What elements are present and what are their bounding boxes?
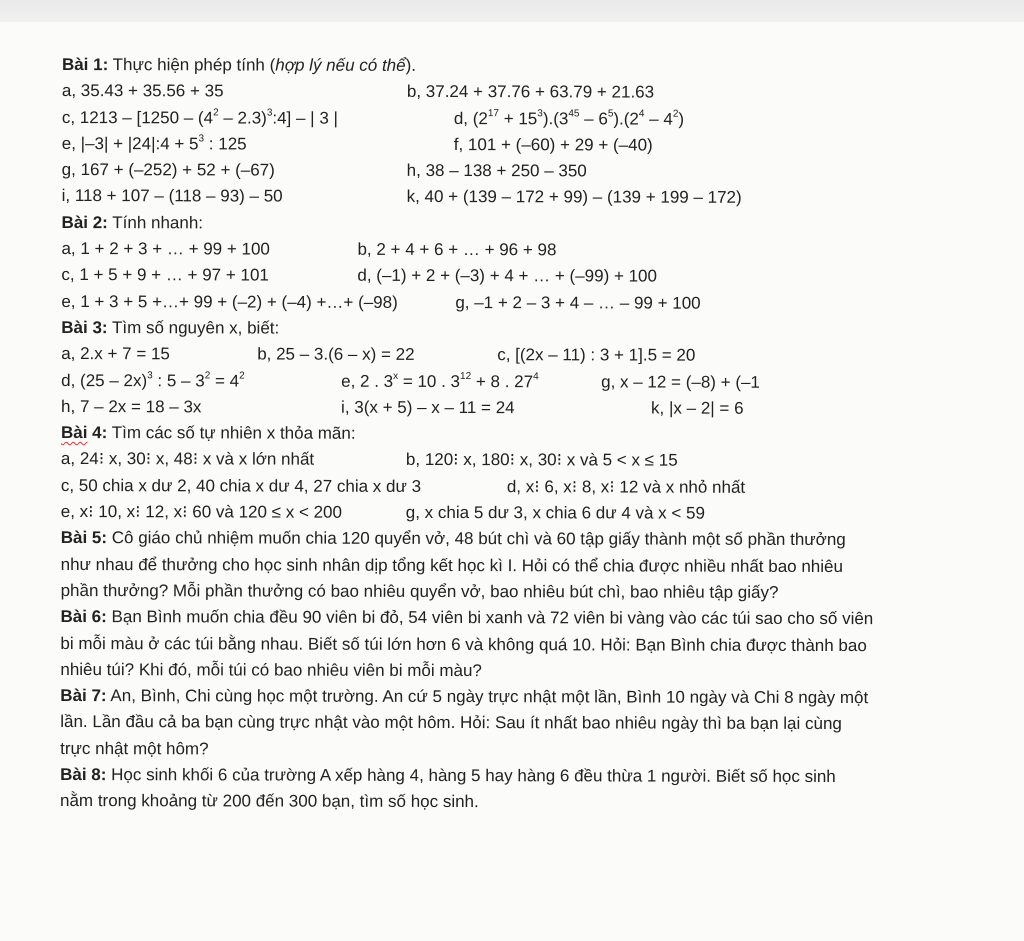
bai4-g: g, x chia 5 dư 3, x chia 6 dư 4 và x < 59 — [405, 502, 706, 523]
bai8-label: Bài 8: — [60, 765, 107, 785]
bai6-label: Bài 6: — [60, 607, 107, 627]
bai1-d-exp4: 5 — [607, 108, 614, 120]
bai1-title: Thực hiện phép tính ( — [112, 55, 276, 75]
bai3-h: h, 7 – 2x = 18 – 3x — [61, 396, 202, 417]
bai5-line2: như nhau để thưởng cho học sinh nhân dịp tổng kết học kì I. Hỏi có thể chia được nhiều nhất bao nhiêu — [60, 554, 843, 576]
bai3-d-exp3: 2 — [239, 370, 245, 382]
bai1-i: i, 118 + 107 – (118 – 93) – 50 — [61, 186, 283, 207]
bai1-d-part2: + 15 — [498, 108, 538, 128]
bai8-line2: nằm trong khoảng từ 200 đến 300 bạn, tìm số học sinh. — [60, 791, 479, 812]
bai7-text1: An, Bình, Chi cùng học một trường. An cứ 5 ngày trực nhật một lần, Bình 10 ngày và Chi 8 ngày một — [110, 686, 869, 708]
bai8-line1 — [60, 762, 986, 791]
bai1-d — [454, 106, 684, 133]
bai4-d: d, x⁝ 6, x⁝ 8, x⁝ 12 và x nhỏ nhất — [506, 476, 746, 497]
bai1-d-part3: ).(3 — [542, 108, 569, 128]
bai7-line2: lần. Lần đầu cả ba bạn cùng trực nhật vào một hôm. Hỏi: Sau ít nhất bao nhiêu ngày thì ba bạn lại cùng — [60, 712, 842, 734]
bai1-heading — [62, 52, 992, 81]
bai2-heading — [62, 210, 992, 239]
bai3-e-exp1: x — [393, 370, 399, 382]
bai7-line3: trực nhật một hôm? — [60, 738, 209, 759]
bai1-row5 — [62, 183, 992, 212]
bai6-line3: nhiêu túi? Khi đó, mỗi túi có bao nhiêu viên bi mỗi màu? — [60, 659, 482, 680]
bai4-row1 — [61, 446, 991, 475]
bai1-d-part6: – 4 — [644, 109, 673, 129]
bai1-d-part4: – 6 — [579, 108, 608, 129]
bai3-i: i, 3(x + 5) – x – 11 = 24 — [341, 397, 515, 418]
bai1-title-italic: hợp lý nếu có thể — [275, 55, 406, 75]
bai8-paragraph — [60, 762, 986, 817]
bai2-g: g, –1 + 2 – 3 + 4 – … – 99 + 100 — [455, 292, 701, 313]
bai4-row2 — [61, 473, 991, 502]
bai3-e — [341, 368, 539, 395]
bai1-d-exp6: 2 — [672, 108, 679, 120]
bai1-e-exp: 3 — [198, 133, 205, 145]
bai8-text1: Học sinh khối 6 của trường A xếp hàng 4, hàng 5 hay hàng 6 đều thừa 1 người. Biết số học sinh — [111, 765, 836, 787]
bai1-d-exp1: 17 — [487, 108, 500, 120]
window-top-bar — [0, 0, 1024, 22]
bai3-e-exp3: 4 — [533, 371, 539, 383]
bai1-c-part2: – 2.3) — [218, 108, 267, 128]
bai1-c-exp1: 2 — [213, 107, 219, 119]
bai3-d-part2: : 5 – 3 — [152, 370, 205, 390]
bai2-b: b, 2 + 4 + 6 + … + 96 + 98 — [357, 239, 557, 260]
bai4-row3 — [61, 499, 991, 528]
bai3-e-part2: = 10 . 3 — [398, 371, 461, 391]
bai4-heading — [61, 420, 991, 449]
bai5-paragraph — [61, 525, 987, 606]
bai3-d — [61, 368, 245, 395]
bai2-row2 — [61, 262, 991, 291]
bai1-c-part1: c, 1213 – [1250 – (4 — [61, 107, 214, 127]
bai1-d-part5: ).(2 — [613, 109, 639, 129]
bai1-row1 — [62, 78, 992, 107]
bai7-label: Bài 7: — [60, 686, 107, 706]
bai4-c: c, 50 chia x dư 2, 40 chia x dư 4, 27 chia x dư 3 — [60, 475, 422, 496]
worksheet-content — [60, 52, 992, 817]
bai7-paragraph — [60, 683, 986, 764]
bai3-row1 — [61, 341, 991, 370]
bai6-paragraph — [60, 604, 986, 685]
bai2-e: e, 1 + 3 + 5 +…+ 99 + (–2) + (–4) +…+ (–98) — [61, 291, 398, 312]
bai3-d-part3: = 4 — [210, 370, 240, 391]
bai4-a: a, 24⁝ x, 30⁝ x, 48⁝ x và x lớn nhất — [60, 449, 315, 470]
bai2-d: d, (–1) + 2 + (–3) + 4 + … + (–99) + 100 — [357, 266, 658, 286]
bai1-g: g, 167 + (–252) + 52 + (–67) — [61, 160, 275, 180]
bai2-row3 — [61, 289, 991, 318]
bai6-line2: bi mỗi màu ở các túi bằng nhau. Biết số túi lớn hơn 6 và không quá 10. Hỏi: Bạn Bình chia được thành bao — [60, 633, 867, 655]
bai4-b: b, 120⁝ x, 180⁝ x, 30⁝ x và 5 < x ≤ 15 — [405, 450, 678, 471]
bai1-h: h, 38 – 138 + 250 – 350 — [406, 161, 587, 181]
bai3-d-exp1: 3 — [147, 370, 153, 382]
bai6-text1: Bạn Bình muốn chia đều 90 viên bi đỏ, 54 viên bi xanh và 72 viên bi vàng vào các túi sao cho số viên — [111, 607, 874, 629]
bai1-d-exp2: 3 — [537, 108, 543, 120]
bai2-title: Tính nhanh: — [112, 212, 204, 233]
bai5-line1 — [61, 525, 987, 554]
bai1-d-exp5: 4 — [638, 108, 645, 120]
bai1-c — [62, 105, 338, 132]
bai2-c: c, 1 + 5 + 9 + … + 97 + 101 — [61, 265, 269, 285]
bai1-k: k, 40 + (139 – 172 + 99) – (139 + 199 – 172) — [406, 187, 742, 208]
bai1-row4 — [62, 157, 992, 186]
bai4-label — [61, 423, 107, 442]
bai1-row3 — [62, 131, 992, 160]
bai6-line1 — [60, 604, 986, 633]
bai3-heading — [61, 315, 991, 344]
bai1-title-end: ). — [405, 55, 417, 75]
bai3-k: k, |x – 2| = 6 — [651, 398, 744, 418]
bai1-c-part3: :4] – | 3 | — [272, 108, 338, 128]
bai3-row3 — [61, 394, 991, 423]
bai4-title: Tìm các số tự nhiên x thỏa mãn: — [111, 423, 356, 443]
bai5-text1: Cô giáo chủ nhiệm muốn chia 120 quyển vở, 48 bút chì và 60 tập giấy thành một số phần thưởng — [111, 528, 846, 550]
bai3-d-part1: d, (25 – 2x) — [61, 370, 148, 390]
bai3-g: g, x – 12 = (–8) + (–1 — [601, 371, 760, 392]
bai3-label: Bài 3: — [61, 317, 108, 338]
bai1-d-exp3: 45 — [568, 108, 580, 120]
bai2-a: a, 1 + 2 + 3 + … + 99 + 100 — [61, 239, 270, 259]
bai7-line1 — [60, 683, 986, 712]
worksheet-page — [0, 22, 1024, 941]
bai4-e: e, x⁝ 10, x⁝ 12, x⁝ 60 và 120 ≤ x < 200 — [60, 502, 343, 522]
bai1-f: f, 101 + (–60) + 29 + (–40) — [453, 134, 653, 155]
bai3-row2 — [61, 368, 991, 397]
bai3-d-exp2: 2 — [204, 370, 211, 382]
bai3-title: Tìm số nguyên x, biết: — [111, 318, 280, 338]
bai1-d-part7: ) — [678, 109, 685, 129]
bai1-c-exp2: 3 — [266, 107, 273, 119]
bai4-label-number: 4: — [87, 423, 108, 443]
bai1-e — [62, 131, 247, 158]
bai3-a: a, 2.x + 7 = 15 — [61, 344, 170, 364]
bai3-e-part1: e, 2 . 3 — [341, 371, 394, 391]
bai3-b: b, 25 – 3.(6 – x) = 22 — [257, 344, 415, 365]
bai5-label: Bài 5: — [60, 528, 108, 548]
bai1-b: b, 37.24 + 37.76 + 63.79 + 21.63 — [406, 82, 655, 102]
bai3-c: c, [(2x – 11) : 3 + 1].5 = 20 — [497, 345, 696, 365]
bai1-e-part1: e, |–3| + |24|:4 + 5 — [61, 133, 199, 154]
bai1-row2 — [62, 105, 992, 134]
bai5-line3: phần thưởng? Mỗi phần thưởng có bao nhiêu quyển vở, bao nhiêu bút chì, bao nhiêu tập giấy? — [60, 580, 779, 602]
bai3-e-part3: + 8 . 27 — [471, 371, 534, 391]
bai3-e-exp2: 12 — [460, 370, 472, 382]
bai4-label-word: Bài — [60, 423, 88, 443]
bai1-e-part2: : 125 — [204, 134, 247, 154]
bai1-d-part1: d, (2 — [453, 108, 488, 128]
bai2-row1 — [61, 236, 991, 265]
bai1-label: Bài 1: — [61, 54, 109, 75]
bai2-label: Bài 2: — [61, 212, 108, 232]
bai1-a: a, 35.43 + 35.56 + 35 — [61, 81, 224, 101]
